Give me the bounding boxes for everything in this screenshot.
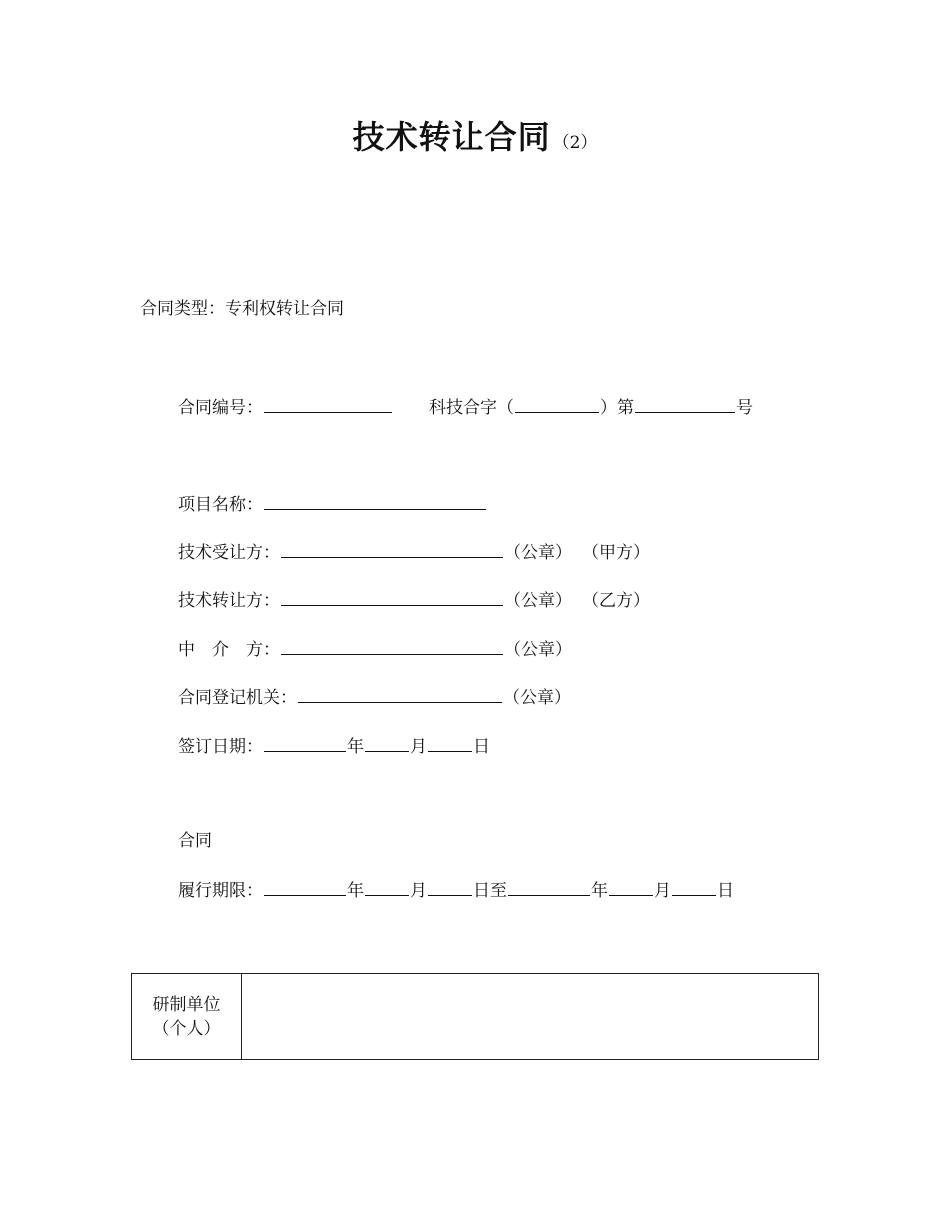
transferee-label: 技术受让方： [178, 543, 280, 563]
intermediary-label: 中 介 方： [178, 640, 280, 660]
developer-label-cell [132, 974, 242, 1059]
sign-date-line [178, 733, 490, 759]
sign-year-field[interactable] [264, 733, 346, 752]
developer-label-line2: （个人） [152, 1018, 221, 1039]
term-start-day-field[interactable] [428, 877, 472, 896]
term-heading [178, 829, 212, 853]
contract-type-line [140, 297, 344, 321]
tech-number-mid: ）第 [600, 398, 634, 418]
tech-number-suffix: 号 [736, 398, 753, 418]
term-start-month-field[interactable] [365, 877, 409, 896]
term-start-month-unit: 月 [410, 881, 427, 901]
intermediary-seal: （公章） [504, 640, 572, 660]
sign-month-field[interactable] [365, 733, 409, 752]
transferee-line [178, 539, 650, 565]
registry-label: 合同登记机关： [178, 688, 297, 708]
sign-day-unit: 日 [473, 737, 490, 757]
term-heading-text: 合同 [178, 831, 212, 851]
term-end-year-unit: 年 [591, 881, 608, 901]
developer-label-line1: 研制单位 [152, 994, 221, 1015]
developer-table [131, 973, 819, 1060]
term-end-month-field[interactable] [609, 877, 653, 896]
contract-type-label: 合同类型： [140, 299, 225, 319]
title-sub: （2） [552, 133, 598, 153]
term-end-month-unit: 月 [654, 881, 671, 901]
sign-date-label: 签订日期： [178, 737, 263, 757]
sign-year-unit: 年 [347, 737, 364, 757]
sign-day-field[interactable] [428, 733, 472, 752]
transferor-seal: （公章） [504, 591, 572, 611]
registry-seal: （公章） [503, 688, 571, 708]
developer-value-cell[interactable] [242, 974, 818, 1059]
tech-number-year-field[interactable] [515, 394, 599, 413]
document-title [0, 112, 950, 158]
registry-field[interactable] [298, 684, 502, 703]
transferee-field[interactable] [281, 539, 503, 558]
term-end-year-field[interactable] [508, 877, 590, 896]
term-line [178, 877, 734, 903]
intermediary-line [178, 636, 572, 662]
transferor-line [178, 587, 650, 613]
transferee-seal: （公章） [504, 543, 572, 563]
contract-type-value: 专利权转让合同 [225, 299, 344, 319]
term-end-day-unit: 日 [717, 881, 734, 901]
title-main: 技术转让合同 [352, 118, 551, 156]
intermediary-field[interactable] [281, 636, 503, 655]
term-label: 履行期限： [178, 881, 263, 901]
contract-number-line [178, 394, 753, 420]
transferor-field[interactable] [281, 587, 503, 606]
project-name-line [178, 491, 487, 517]
term-end-day-field[interactable] [672, 877, 716, 896]
contract-number-label: 合同编号： [178, 398, 263, 418]
term-start-year-field[interactable] [264, 877, 346, 896]
transferor-party: （乙方） [582, 591, 650, 611]
project-name-label: 项目名称： [178, 495, 263, 515]
contract-number-field[interactable] [264, 394, 392, 413]
registry-line [178, 684, 571, 710]
transferee-party: （甲方） [582, 543, 650, 563]
sign-month-unit: 月 [410, 737, 427, 757]
term-start-year-unit: 年 [347, 881, 364, 901]
transferor-label: 技术转让方： [178, 591, 280, 611]
project-name-field[interactable] [264, 491, 486, 510]
tech-number-field[interactable] [635, 394, 735, 413]
tech-number-prefix: 科技合字（ [429, 398, 514, 418]
term-start-day-unit: 日至 [473, 881, 507, 901]
